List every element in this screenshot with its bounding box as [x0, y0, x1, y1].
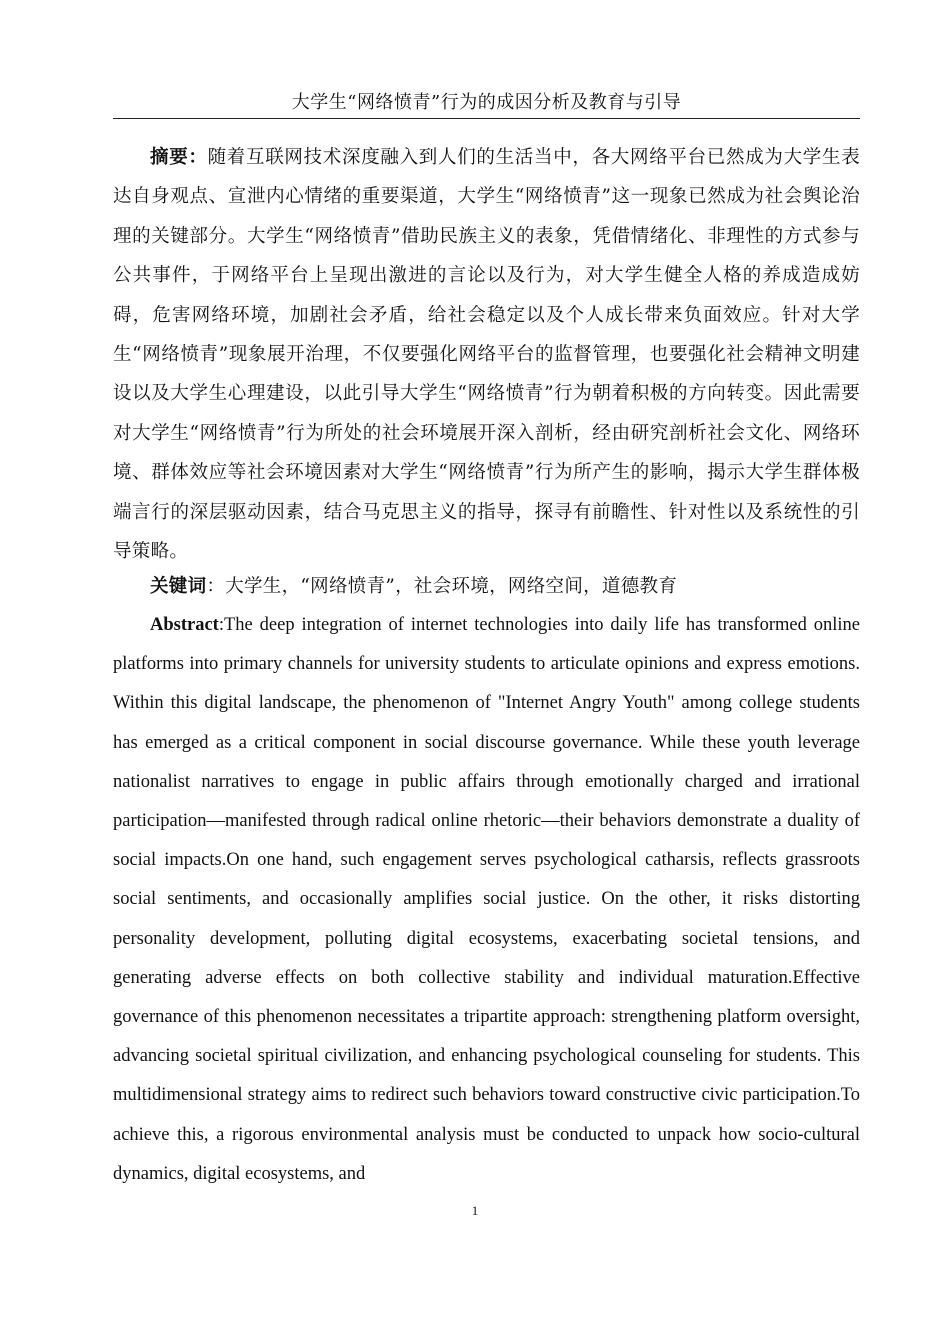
page-number: 1	[471, 1203, 479, 1218]
english-abstract-label: Abstract	[150, 615, 219, 635]
chinese-keywords-label: 关键词	[150, 576, 207, 597]
english-abstract	[113, 606, 860, 1194]
chinese-keywords-text: ：大学生，“网络愤青”，社会环境，网络空间，道德教育	[206, 576, 678, 597]
english-abstract-text: :The deep integration of internet technologies into daily life has transformed online platforms into primary channels for university students to articulate opinions and express emotions. Within this digital landscape, the phenomenon of "Internet Angry Youth" among college students has emerged as a critical component in social discourse governance. While these youth leverage nationalist narratives to engage in public affairs through emotionally charged and irrational participation—manifested through radical online rhetoric—their behaviors demonstrate a duality of social impacts.On one hand, such engagement serves psychological catharsis, reflects grassroots social sentiments, and occasionally amplifies social justice. On the other, it risks distorting personality development, polluting digital ecosystems, exacerbating societal tensions, and generating adverse effects on both collective stability and individual maturation.Effective governance of this phenomenon necessitates a tripartite approach: strengthening platform oversight, advancing societal spiritual civilization, and enhancing psychological counseling for students. This multidimensional strategy aims to redirect such behaviors toward constructive civic participation.To achieve this, a rigorous environmental analysis must be conducted to unpack how socio-cultural dynamics, digital ecosystems, and	[113, 615, 860, 1184]
chinese-keywords	[113, 567, 860, 606]
chinese-abstract-label: 摘要：	[150, 147, 208, 168]
chinese-abstract	[113, 138, 860, 571]
header-rule	[113, 118, 860, 119]
running-header-title: 大学生“网络愤青”行为的成因分析及教育与引导	[291, 92, 682, 113]
chinese-abstract-text: 随着互联网技术深度融入到人们的生活当中，各大网络平台已然成为大学生表达自身观点、宣泄内心情绪的重要渠道，大学生“网络愤青”这一现象已然成为社会舆论治理的关键部分。大学生“网络愤青”借助民族主义的表象，凭借情绪化、非理性的方式参与公共事件，于网络平台上呈现出激进的言论以及行为，对大学生健全人格的养成造成妨碍，危害网络环境，加剧社会矛盾，给社会稳定以及个人成长带来负面效应。针对大学生“网络愤青”现象展开治理，不仅要强化网络平台的监督管理，也要强化社会精神文明建设以及大学生心理建设，以此引导大学生“网络愤青”行为朝着积极的方向转变。因此需要对大学生“网络愤青”行为所处的社会环境展开深入剖析，经由研究剖析社会文化、网络环境、群体效应等社会环境因素对大学生“网络愤青”行为所产生的影响，揭示大学生群体极端言行的深层驱动因素，结合马克思主义的指导，探寻有前瞻性、针对性以及系统性的引导策略。	[113, 147, 861, 563]
